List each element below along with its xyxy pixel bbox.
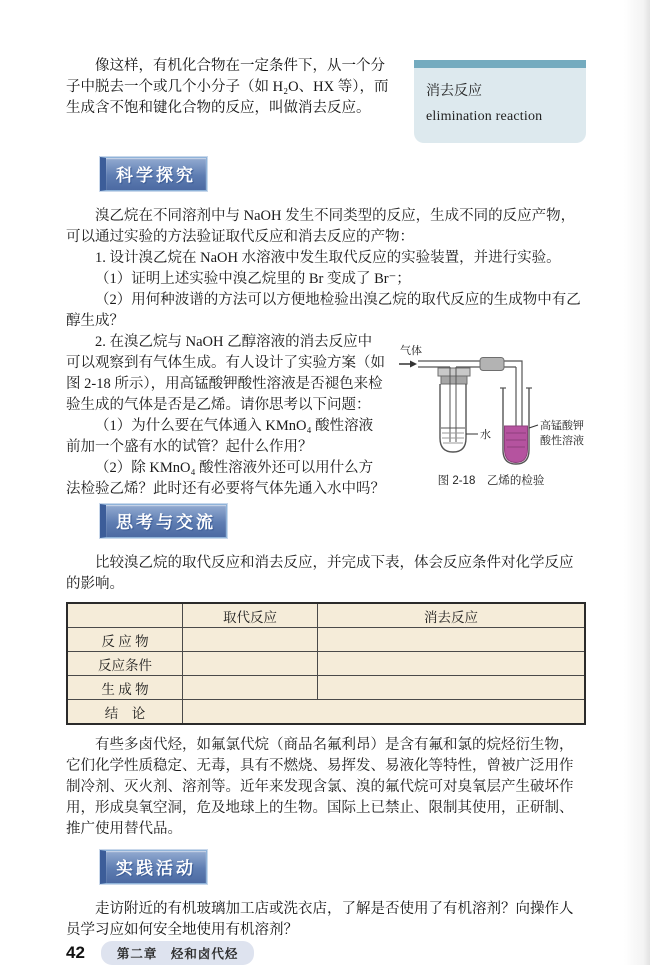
table-row <box>67 652 585 676</box>
kmno4-leader-line <box>529 425 538 428</box>
stopper-bottom <box>441 376 467 384</box>
inquiry-item-1: 1. 设计溴乙烷在 NaOH 水溶液中发生取代反应的实验装置，并进行实验。 <box>95 250 561 266</box>
comparison-table <box>66 602 586 725</box>
blank-cell <box>318 652 586 676</box>
inquiry-item-1-2: （2）用何种波谱的方法可以方便地检验出溴乙烷的取代反应的生成物中有乙醇生成？ <box>66 292 581 329</box>
science-inquiry-badge: 科学探究 <box>100 157 207 191</box>
table-row <box>67 700 585 725</box>
table-row <box>67 676 585 700</box>
table-header-row <box>67 603 585 628</box>
inquiry-item-2-1: （1）为什么要在气体通入 KMnO₄ 酸性溶液前加一个盛有水的试管？起什么作用？ <box>66 418 374 455</box>
margin-term-box <box>414 60 586 143</box>
chapter-label: 第二章 烃和卤代烃 <box>101 941 255 965</box>
figure-2-18 <box>396 334 586 488</box>
page-footer <box>66 941 586 965</box>
stopper-top <box>438 368 470 376</box>
figure-caption: 图 2-18 乙烯的检验 <box>437 475 545 487</box>
table-row <box>67 628 585 652</box>
row-header-conclusion: 结 论 <box>67 700 183 725</box>
kmno4-solution <box>505 426 528 463</box>
inquiry-item-2: 2. 在溴乙烷与 NaOH 乙醇溶液的消去反应中可以观察到有气体生成。有人设计了实验方案（如图 2-18 所示），用高锰酸钾酸性溶液是否褪色来检验生成的气体是否是乙烯。请你思考以下问题： <box>66 334 385 413</box>
science-inquiry-section <box>66 206 586 500</box>
row-header-reactants: 反 应 物 <box>67 628 183 652</box>
think-exchange-intro: 比较溴乙烷的取代反应和消去反应，并完成下表，体会反应条件对化学反应的影响。 <box>66 555 574 592</box>
freon-paragraph: 有些多卤代烃，如氟氯代烷（商品名氟利昂）是含有氟和氯的烷烃衍生物，它们化学性质稳定、无毒，具有不燃烧、易挥发、易液化等特性，曾被广泛用作制冷剂、灭火剂、溶剂等。近年来发现含氯、溴的氟代烷可对臭氧层产生破坏作用，形成臭氧空洞，危及地球上的生物。国际上已禁止、限制其使用，正研制、推广使用替代品。 <box>66 737 574 837</box>
blank-cell <box>183 652 318 676</box>
practice-activity-badge: 实践活动 <box>100 850 207 884</box>
inquiry-item-2-2: （2）除 KMnO₄ 酸性溶液外还可以用什么方法检验乙烯？此时还有必要将气体先通入水中吗？ <box>66 460 385 497</box>
col-header-substitution: 取代反应 <box>183 603 318 628</box>
page-number: 42 <box>66 943 85 962</box>
blank-cell-merged <box>183 700 586 725</box>
inquiry-paragraph-1: 溴乙烷在不同溶剂中与 NaOH 发生不同类型的反应，生成不同的反应产物，可以通过实验的方法验证取代反应和消去反应的产物： <box>66 208 576 245</box>
intro-row <box>66 56 586 143</box>
col-header-elimination: 消去反应 <box>318 603 586 628</box>
left-test-tube <box>440 384 466 452</box>
think-exchange-badge: 思考与交流 <box>100 504 227 538</box>
apparatus-diagram <box>396 334 586 472</box>
kmno4-label-line1: 高锰酸钾 <box>540 420 584 432</box>
table-corner-cell <box>67 603 183 628</box>
row-header-products: 生 成 物 <box>67 676 183 700</box>
blank-cell <box>183 628 318 652</box>
gas-label: 气体 <box>400 345 422 357</box>
practice-paragraph: 走访附近的有机玻璃加工店或洗衣店，了解是否使用了有机溶剂？向操作人员学习应如何安全地使用有机溶剂？ <box>66 901 574 938</box>
gas-arrowhead <box>410 361 417 368</box>
term-english: elimination reaction <box>426 109 543 124</box>
blank-cell <box>318 628 586 652</box>
kmno4-label-line2: 酸性溶液 <box>540 435 584 447</box>
blank-cell <box>318 676 586 700</box>
term-chinese: 消去反应 <box>426 84 482 99</box>
inquiry-item-1-1: （1）证明上述实验中溴乙烷里的 Br 变成了 Br⁻； <box>95 271 411 287</box>
water-label: 水 <box>480 429 491 441</box>
term-box-top-bar <box>414 60 586 68</box>
intro-paragraph: 像这样，有机化合物在一定条件下，从一个分子中脱去一个或几个小分子（如 H₂O、HX 等），而生成含不饱和键化合物的反应，叫做消去反应。 <box>66 58 389 116</box>
rubber-connector <box>480 358 504 371</box>
blank-cell <box>183 676 318 700</box>
row-header-conditions: 反应条件 <box>67 652 183 676</box>
